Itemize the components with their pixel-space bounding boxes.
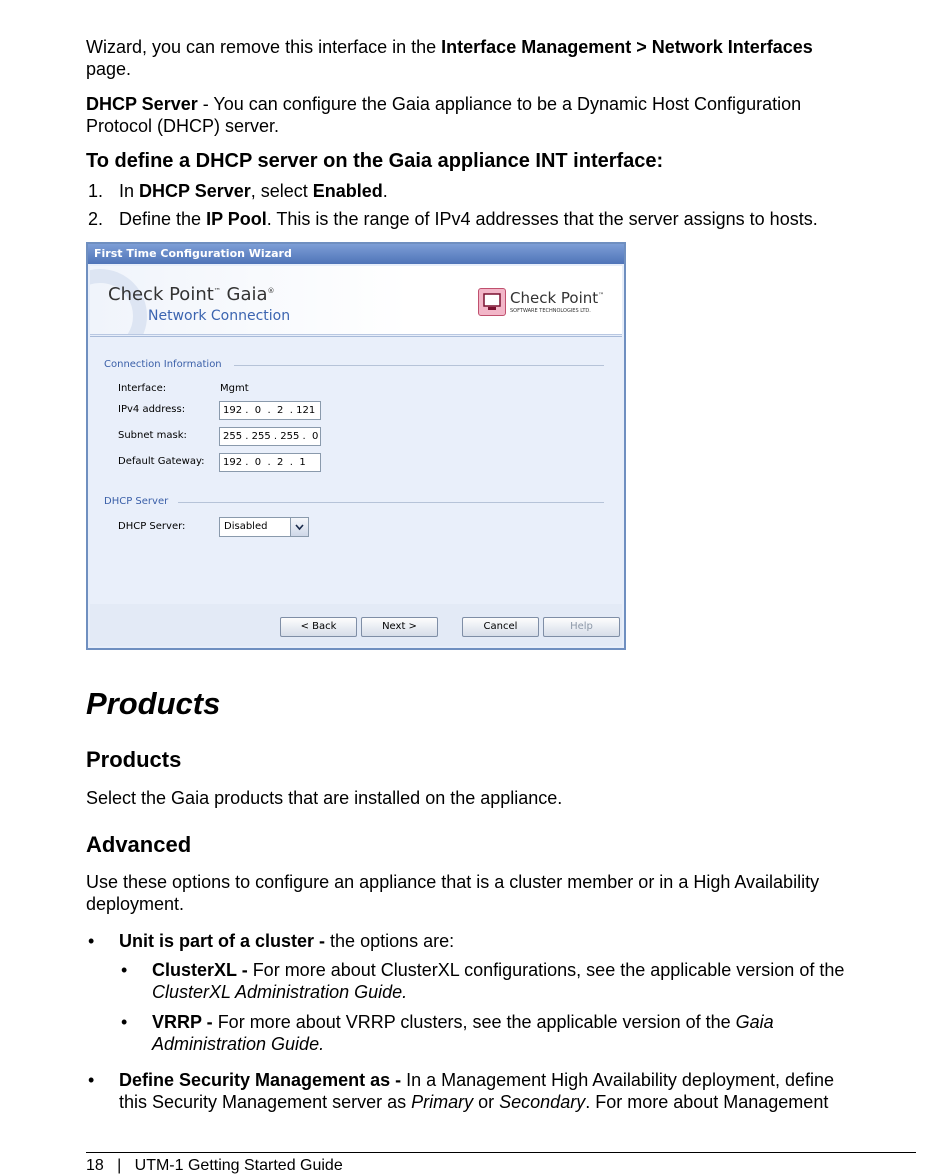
dhcp-section-label: DHCP Server	[104, 496, 169, 507]
page-footer	[86, 1156, 343, 1176]
bullet: •	[121, 960, 128, 980]
text: . For more about Management	[585, 1092, 829, 1112]
trademark: ™	[213, 287, 221, 295]
dhcp-server-select[interactable]	[219, 517, 309, 537]
bold-text: ClusterXL -	[152, 960, 248, 980]
wizard-footer	[90, 604, 622, 646]
products-title: Products	[86, 686, 221, 721]
italic-text: Gaia	[735, 1012, 774, 1032]
brand-title	[108, 284, 275, 305]
advanced-title: Advanced	[86, 832, 192, 857]
step-2	[119, 208, 818, 230]
text: , select	[250, 181, 313, 201]
chevron-down-icon	[291, 518, 308, 536]
brand-text: Check Point	[108, 284, 214, 305]
text: - You can configure the Gaia appliance to be a Dynamic Host Configuration	[197, 94, 802, 114]
interface-value: Mgmt	[220, 383, 249, 394]
bullet-security-management-line-1	[119, 1069, 834, 1091]
default-gateway-input[interactable]: 192 . 0 . 2 . 1	[219, 453, 321, 472]
wizard-screenshot	[86, 242, 626, 650]
text: In	[119, 181, 140, 201]
section-divider	[234, 365, 604, 366]
text: . This is the range of IPv4 addresses that the server assigns to hosts.	[266, 209, 818, 229]
step-1-number: 1.	[88, 181, 104, 201]
interface-label: Interface:	[118, 383, 167, 394]
bullet-clusterxl-line-1	[152, 959, 844, 981]
text: the options are:	[325, 931, 455, 951]
italic-text: Primary	[411, 1092, 474, 1112]
dhcp-paragraph-line-1	[86, 93, 801, 115]
wizard-banner	[90, 266, 622, 335]
bold-text: >	[631, 37, 652, 57]
text: this Security Management server as	[119, 1092, 412, 1112]
bullet: •	[88, 931, 95, 951]
help-button[interactable]: Help	[543, 617, 620, 637]
monitor-icon	[479, 289, 505, 315]
bold-text: Network Interfaces	[651, 37, 813, 57]
dhcp-server-selected-value: Disabled	[224, 521, 268, 532]
step-2-number: 2.	[88, 209, 104, 229]
bold-text: Define Security Management as -	[119, 1070, 402, 1090]
bullet: •	[88, 1070, 95, 1090]
footer-separator: |	[117, 1157, 122, 1174]
procedure-heading: To define a DHCP server on the Gaia appliance INT interface:	[86, 150, 664, 172]
intro-line-1	[86, 36, 813, 58]
step-1	[119, 180, 388, 202]
page-number: 18	[86, 1157, 104, 1174]
dhcp-paragraph-line-2: Protocol (DHCP) server.	[86, 116, 280, 136]
bullet-vrrp-line-2: Administration Guide.	[152, 1034, 325, 1054]
text: For more about ClusterXL configurations, see the applicable version of the	[247, 960, 845, 980]
wizard-title-bar: First Time Configuration Wizard	[88, 244, 624, 264]
text: For more about VRRP clusters, see the applicable version of the	[212, 1012, 736, 1032]
wizard-body	[90, 336, 622, 606]
text: .	[382, 181, 388, 201]
italic-text: Secondary	[499, 1092, 586, 1112]
bullet-security-management-line-2	[119, 1091, 828, 1113]
ipv4-label: IPv4 address:	[118, 404, 186, 415]
subnet-label: Subnet mask:	[118, 430, 187, 441]
connection-section-label: Connection Information	[104, 359, 222, 370]
ipv4-address-input[interactable]: 192 . 0 . 2 . 121	[219, 401, 321, 420]
bullet-vrrp-line-1	[152, 1011, 774, 1033]
trademark: ™	[598, 292, 605, 299]
products-subtitle: Products	[86, 747, 182, 772]
registered-mark: ®	[267, 287, 275, 295]
text: or	[473, 1092, 500, 1112]
logo-text: Check Point	[510, 289, 599, 307]
cancel-button[interactable]: Cancel	[462, 617, 539, 637]
bullet-clusterxl-line-2: ClusterXL Administration Guide.	[152, 982, 408, 1002]
dhcp-server-label: DHCP Server:	[118, 521, 186, 532]
bold-text: DHCP Server	[139, 181, 251, 201]
text: Wizard, you can remove this interface in the	[86, 37, 442, 57]
bold-text: VRRP -	[152, 1012, 213, 1032]
text: Define the	[119, 209, 207, 229]
wizard-subtitle: Network Connection	[148, 308, 291, 324]
intro-line-2: page.	[86, 59, 132, 79]
dropdown-button[interactable]	[290, 518, 308, 536]
bold-text: IP Pool	[206, 209, 267, 229]
subnet-mask-input[interactable]: 255 . 255 . 255 . 0	[219, 427, 321, 446]
guide-title: UTM-1 Getting Started Guide	[134, 1157, 343, 1174]
bold-text: DHCP Server	[86, 94, 198, 114]
advanced-text-line-2: deployment.	[86, 894, 185, 914]
bold-text: Interface Management	[441, 37, 632, 57]
bold-text: Unit is part of a cluster -	[119, 931, 326, 951]
check-point-logo-icon	[478, 288, 506, 316]
brand-gaia: Gaia	[226, 284, 268, 305]
bold-text: Enabled	[312, 181, 383, 201]
advanced-text-line-1: Use these options to configure an appliance that is a cluster member or in a High Availability	[86, 872, 820, 892]
back-button[interactable]: < Back	[280, 617, 357, 637]
section-divider	[178, 502, 604, 503]
bullet: •	[121, 1012, 128, 1032]
next-button[interactable]: Next >	[361, 617, 438, 637]
gateway-label: Default Gateway:	[118, 456, 205, 467]
logo-subtitle: SOFTWARE TECHNOLOGIES LTD.	[510, 308, 591, 314]
footer-divider	[86, 1152, 916, 1153]
bullet-cluster	[119, 930, 454, 952]
products-text: Select the Gaia products that are installed on the appliance.	[86, 788, 563, 808]
logo-name	[510, 289, 604, 307]
text: In a Management High Availability deployment, define	[401, 1070, 835, 1090]
